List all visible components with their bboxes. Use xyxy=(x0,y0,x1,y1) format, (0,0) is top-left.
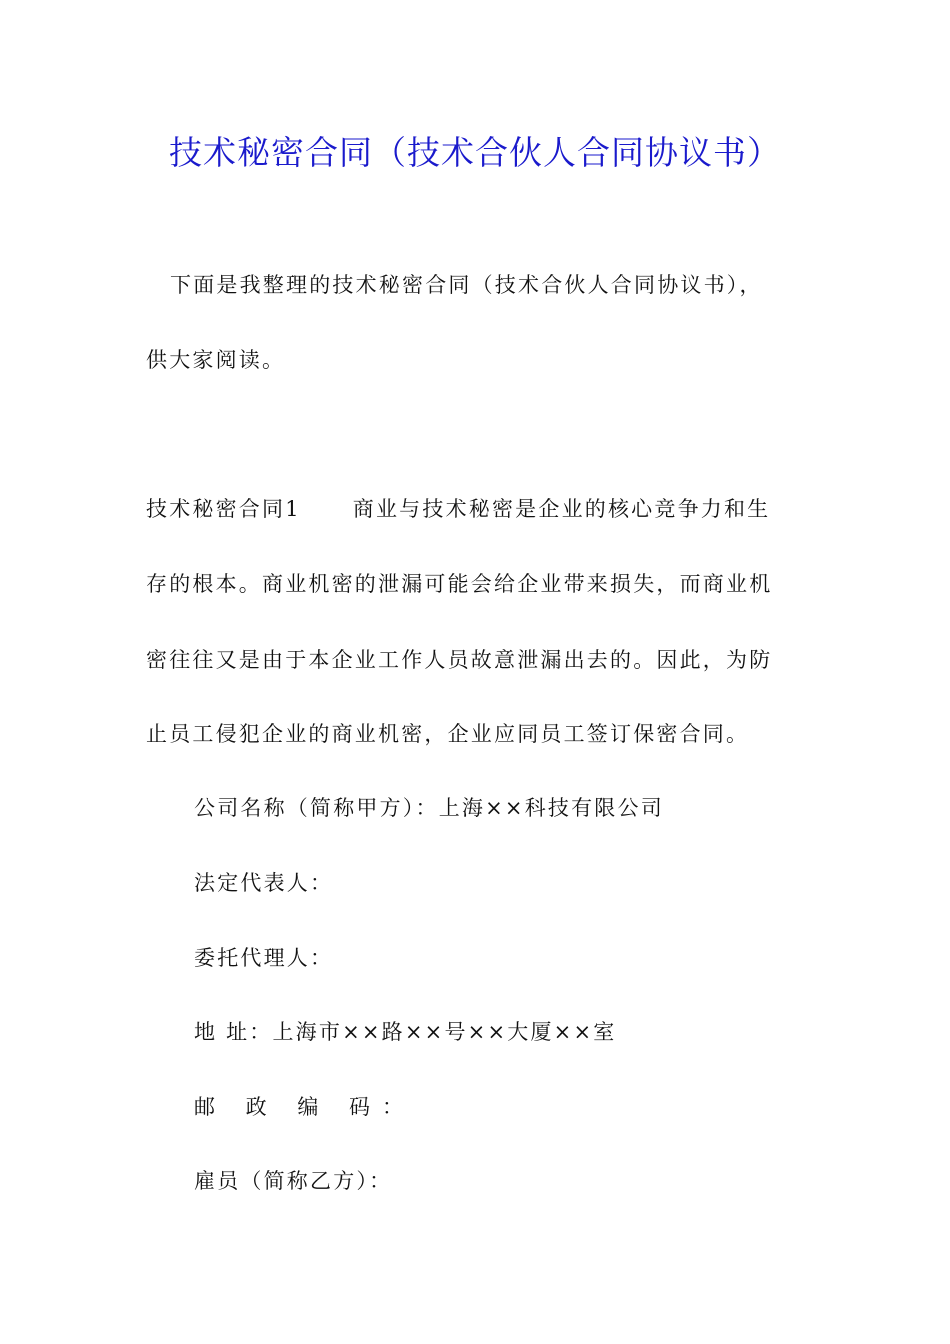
field-address-label: 地 址： xyxy=(194,1020,273,1044)
section-1-line-3: 密往往又是由于本企业工作人员故意泄漏出去的。因此，为防 xyxy=(146,648,773,672)
document-title: 技术秘密合同（技术合伙人合同协议书） xyxy=(169,133,781,172)
field-company-name: 公司名称（简称甲方）：上海××科技有限公司 xyxy=(194,796,664,820)
section-1-heading: 技术秘密合同1 xyxy=(146,497,301,521)
field-agent: 委托代理人： xyxy=(194,946,334,970)
intro-line-2: 供大家阅读。 xyxy=(146,348,286,372)
field-address-value: 上海市××路××号××大厦××室 xyxy=(272,1020,617,1044)
field-employee: 雇员（简称乙方）： xyxy=(194,1169,393,1193)
section-1-line-1 xyxy=(146,494,810,524)
intro-line-1: 下面是我整理的技术秘密合同（技术合伙人合同协议书）， xyxy=(170,273,763,297)
field-legal-representative: 法定代表人： xyxy=(194,871,334,895)
section-1-line-4: 止员工侵犯企业的商业机密，企业应同员工签订保密合同。 xyxy=(146,722,750,746)
field-postcode: 邮 政 编 码： xyxy=(194,1095,416,1119)
field-address xyxy=(194,1017,810,1047)
section-1-line-2: 存的根本。商业机密的泄漏可能会给企业带来损失，而商业机 xyxy=(146,572,773,596)
section-1-line-1-text: 商业与技术秘密是企业的核心竞争力和生 xyxy=(352,497,771,521)
